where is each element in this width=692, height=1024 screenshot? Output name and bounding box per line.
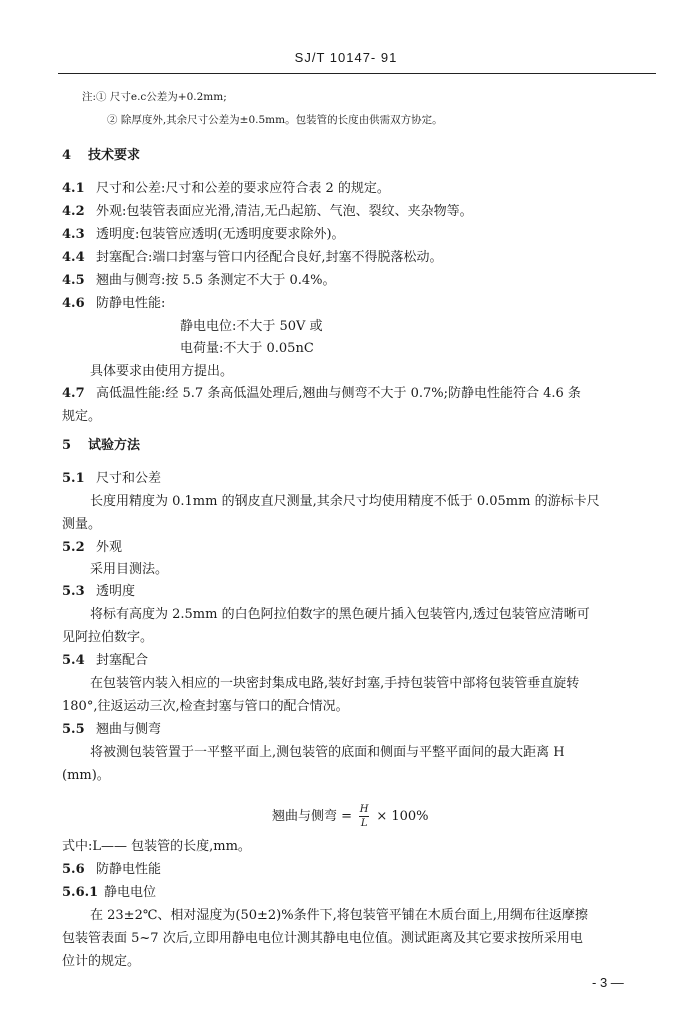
clause-5-5-text: 将被测包装管置于一平整平面上,测包装管的底面和侧面与平整平面间的最大距离 H	[90, 745, 565, 760]
section-4-title: 技术要求	[88, 148, 141, 163]
clause-4-7-continued: 规定。	[62, 409, 102, 424]
clause-number: 5.4	[62, 653, 85, 668]
clause-number: 5.6	[62, 862, 85, 877]
clause-4-4	[62, 249, 443, 267]
clause-title: 静电电位	[104, 885, 157, 900]
clause-title: 透明度	[96, 584, 136, 599]
clause-number: 4.3	[62, 227, 85, 242]
specific-requirement-note: 具体要求由使用方提出。	[90, 364, 234, 379]
clause-text: 防静电性能:	[96, 296, 166, 311]
clause-number: 5.5	[62, 722, 85, 737]
clause-text: 透明度:包装管应透明(无透明度要求除外)。	[96, 227, 345, 242]
clause-number: 5.2	[62, 540, 85, 555]
formula-numerator: H	[359, 804, 369, 815]
formula-label: 翘曲与侧弯 =	[272, 809, 353, 824]
header-rule	[58, 73, 656, 74]
clause-4-7	[62, 385, 581, 403]
fraction-bar	[359, 816, 369, 817]
clause-5-6-heading	[62, 861, 161, 879]
note-1: 注:① 尺寸e.c公差为+0.2mm;	[82, 91, 227, 103]
clause-text: 尺寸和公差:尺寸和公差的要求应符合表 2 的规定。	[96, 181, 390, 196]
formula-tail: × 100%	[376, 809, 429, 824]
clause-number: 4.6	[62, 296, 85, 311]
clause-number: 4.7	[62, 386, 85, 401]
clause-text: 翘曲与侧弯:按 5.5 条测定不大于 0.4%。	[96, 273, 336, 288]
clause-number: 4.5	[62, 273, 85, 288]
clause-number: 5.3	[62, 584, 85, 599]
clause-4-2	[62, 203, 473, 221]
clause-5-6-1-text: 在 23±2℃、相对湿度为(50±2)%条件下,将包装管平铺在木质台面上,用绸布往返摩擦	[90, 908, 588, 923]
clause-number: 4.2	[62, 204, 85, 219]
clause-5-6-1-heading	[62, 884, 156, 902]
clause-5-3-text-continued: 见阿拉伯数字。	[62, 630, 154, 645]
clause-text: 外观:包装管表面应光滑,清洁,无凸起筋、气泡、裂纹、夹杂物等。	[96, 204, 473, 219]
clause-5-2-text: 采用目测法。	[90, 562, 169, 577]
clause-title: 翘曲与侧弯	[96, 722, 162, 737]
clause-5-1-text: 长度用精度为 0.1mm 的钢皮直尺测量,其余尺寸均使用精度不低于 0.05mm 的游标卡尺	[90, 494, 600, 509]
clause-title: 尺寸和公差	[96, 471, 162, 486]
clause-title: 防静电性能	[96, 862, 162, 877]
section-5-title: 试验方法	[88, 438, 141, 453]
clause-5-2-heading	[62, 539, 122, 557]
clause-5-3-text: 将标有高度为 2.5mm 的白色阿拉伯数字的黑色硬片插入包装管内,透过包装管应清晰可	[90, 607, 590, 622]
page-number: - 3 —	[592, 975, 624, 990]
page-header	[0, 0, 692, 76]
clause-number: 5.6.1	[62, 885, 99, 900]
clause-text: 封塞配合:端口封塞与管口内径配合良好,封塞不得脱落松动。	[96, 250, 443, 265]
static-potential-requirement: 静电电位:不大于 50V 或	[180, 319, 323, 334]
formula-where-clause: 式中:L—— 包装管的长度,mm。	[62, 839, 251, 854]
clause-5-6-1-text-continued: 包装管表面 5~7 次后,立即用静电电位计测其静电电位值。测试距离及其它要求按所采用电	[62, 931, 583, 946]
clause-5-1-text-continued: 测量。	[62, 517, 102, 532]
clause-text: 高低温性能:经 5.7 条高低温处理后,翘曲与侧弯不大于 0.7%;防静电性能符合 4.6 条	[96, 386, 581, 401]
clause-5-4-text: 在包装管内装入相应的一块密封集成电路,装好封塞,手持包装管中部将包装管垂直旋转	[90, 676, 580, 691]
note-2: ② 除厚度外,其余尺寸公差为±0.5mm。包装管的长度由供需双方协定。	[107, 114, 443, 126]
clause-4-1	[62, 180, 390, 198]
formula-fraction	[359, 804, 369, 829]
section-4-heading	[62, 147, 140, 165]
clause-5-1-heading	[62, 470, 161, 488]
section-4-number: 4	[62, 148, 72, 163]
clause-5-5-text-continued: (mm)。	[62, 768, 110, 783]
clause-5-6-1-text-end: 位计的规定。	[62, 954, 141, 969]
clause-number: 4.4	[62, 250, 85, 265]
clause-5-4-heading	[62, 652, 148, 670]
formula-denominator: L	[360, 818, 368, 829]
clause-5-4-text-continued: 180°,往返运动三次,检查封塞与管口的配合情况。	[62, 699, 349, 714]
clause-number: 4.1	[62, 181, 85, 196]
clause-4-3	[62, 226, 345, 244]
clause-4-6	[62, 295, 165, 313]
section-5-heading	[62, 437, 140, 455]
clause-number: 5.1	[62, 471, 85, 486]
clause-5-5-heading	[62, 721, 161, 739]
warp-formula	[0, 800, 692, 836]
clause-5-3-heading	[62, 583, 135, 601]
section-5-number: 5	[62, 438, 72, 453]
clause-4-5	[62, 272, 335, 290]
clause-title: 外观	[96, 540, 123, 555]
clause-title: 封塞配合	[96, 653, 149, 668]
charge-requirement: 电荷量:不大于 0.05nC	[180, 341, 314, 356]
standard-code: SJ/T 10147- 91	[294, 50, 398, 65]
